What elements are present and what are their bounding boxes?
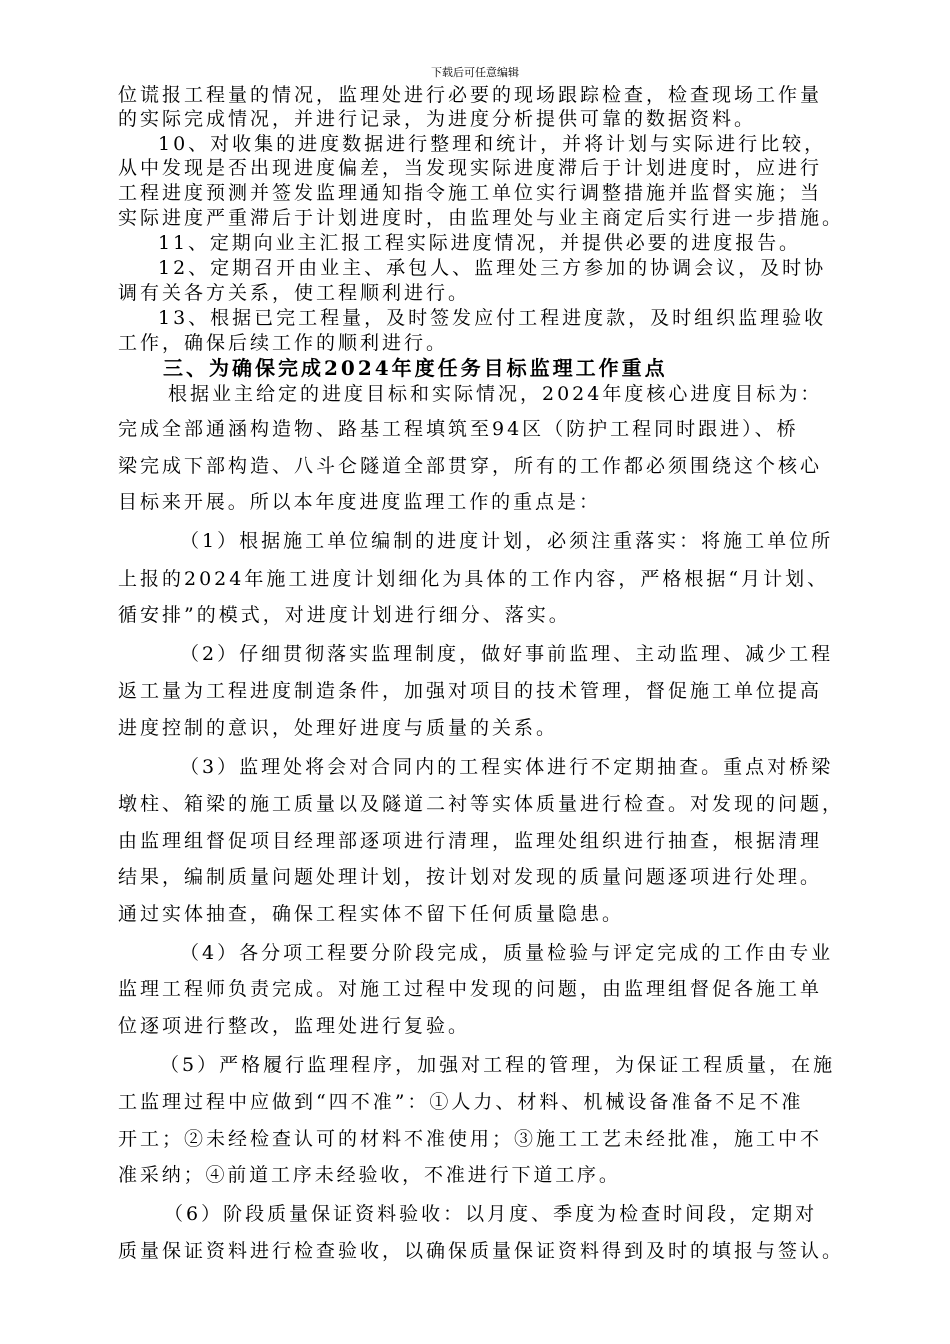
paragraph-line: 位逐项进行整改，监理处进行复验。: [118, 1015, 471, 1037]
paragraph-line: 从中发现是否出现进度偏差，当发现实际进度滞后于计划进度时，应进行: [118, 157, 823, 179]
paragraph-line: （4）各分项工程要分阶段完成，质量检验与评定完成的工作由专业: [180, 942, 834, 964]
paragraph-line: 的实际完成情况，并进行记录，为进度分析提供可靠的数据资料。: [118, 108, 757, 130]
paragraph-line: 根据业主给定的进度目标和实际情况，2024年度核心进度目标为：: [168, 383, 823, 405]
paragraph-line: 由监理组督促项目经理部逐项进行清理，监理处组织进行抽查，根据清理: [118, 830, 823, 852]
paragraph-line: 质量保证资料进行检查验收，以确保质量保证资料得到及时的填报与签认。: [118, 1240, 845, 1262]
section-heading: 三、为确保完成2024年度任务目标监理工作重点: [163, 356, 668, 380]
paragraph-line: 目标来开展。所以本年度进度监理工作的重点是：: [118, 491, 601, 513]
paragraph-line: （1）根据施工单位编制的进度计划，必须注重落实：将施工单位所: [180, 530, 834, 552]
paragraph-line: 完成全部通涵构造物、路基工程填筑至94区（防护工程同时跟进）、桥: [118, 418, 799, 440]
paragraph-line: 10、对收集的进度数据进行整理和统计，并将计划与实际进行比较，: [158, 133, 827, 155]
paragraph-line: （5）严格履行监理程序，加强对工程的管理，为保证工程质量，在施: [160, 1054, 836, 1076]
paragraph-line: 梁完成下部构造、八斗仑隧道全部贯穿，所有的工作都必须围绕这个核心: [118, 455, 823, 477]
paragraph-line: 开工；②未经检查认可的材料不准使用；③施工工艺未经批准，施工中不: [118, 1128, 823, 1150]
paragraph-line: 准采纳；④前道工序未经验收，不准进行下道工序。: [118, 1164, 621, 1186]
paragraph-line: 通过实体抽查，确保工程实体不留下任何质量隐患。: [118, 903, 625, 925]
paragraph-line: 进度控制的意识，处理好进度与质量的关系。: [118, 717, 559, 739]
paragraph-line: 结果，编制质量问题处理计划，按计划对发现的质量问题逐项进行处理。: [118, 866, 823, 888]
paragraph-line: 11、定期向业主汇报工程实际进度情况，并提供必要的进度报告。: [158, 232, 801, 254]
paragraph-line: 返工量为工程进度制造条件，加强对项目的技术管理，督促施工单位提高: [118, 680, 823, 702]
paragraph-line: 13、根据已完工程量，及时签发应付工程进度款，及时组织监理验收: [158, 307, 827, 329]
paragraph-line: 位谎报工程量的情况，监理处进行必要的现场跟踪检查，检查现场工作量: [118, 84, 823, 106]
watermark: 下载后可任意编辑: [431, 66, 519, 79]
paragraph-line: 工监理过程中应做到“四不准”：①人力、材料、机械设备准备不足不准: [118, 1091, 804, 1113]
paragraph-line: 循安排”的模式，对进度计划进行细分、落实。: [118, 604, 571, 626]
paragraph-line: 12、定期召开由业主、承包人、监理处三方参加的协调会议，及时协: [158, 257, 827, 279]
paragraph-line: （6）阶段质量保证资料验收：以月度、季度为检查时间段，定期对: [164, 1203, 818, 1225]
paragraph-line: 上报的2024年施工进度计划细化为具体的工作内容，严格根据“月计划、: [118, 568, 830, 590]
paragraph-line: 实际进度严重滞后于计划进度时，由监理处与业主商定后实行进一步措施。: [118, 207, 845, 229]
paragraph-line: 调有关各方关系，使工程顺利进行。: [118, 282, 471, 304]
paragraph-line: 工作，确保后续工作的顺利进行。: [118, 332, 449, 354]
paragraph-line: （3）监理处将会对合同内的工程实体进行不定期抽查。重点对桥梁: [180, 756, 834, 778]
paragraph-line: 墩柱、箱梁的施工质量以及隧道二衬等实体质量进行检查。对发现的问题，: [118, 793, 845, 815]
paragraph-line: （2）仔细贯彻落实监理制度，做好事前监理、主动监理、减少工程: [180, 643, 834, 665]
paragraph-line: 工程进度预测并签发监理通知指令施工单位实行调整措施并监督实施；当: [118, 182, 823, 204]
paragraph-line: 监理工程师负责完成。对施工过程中发现的问题，由监理组督促各施工单: [118, 978, 823, 1000]
